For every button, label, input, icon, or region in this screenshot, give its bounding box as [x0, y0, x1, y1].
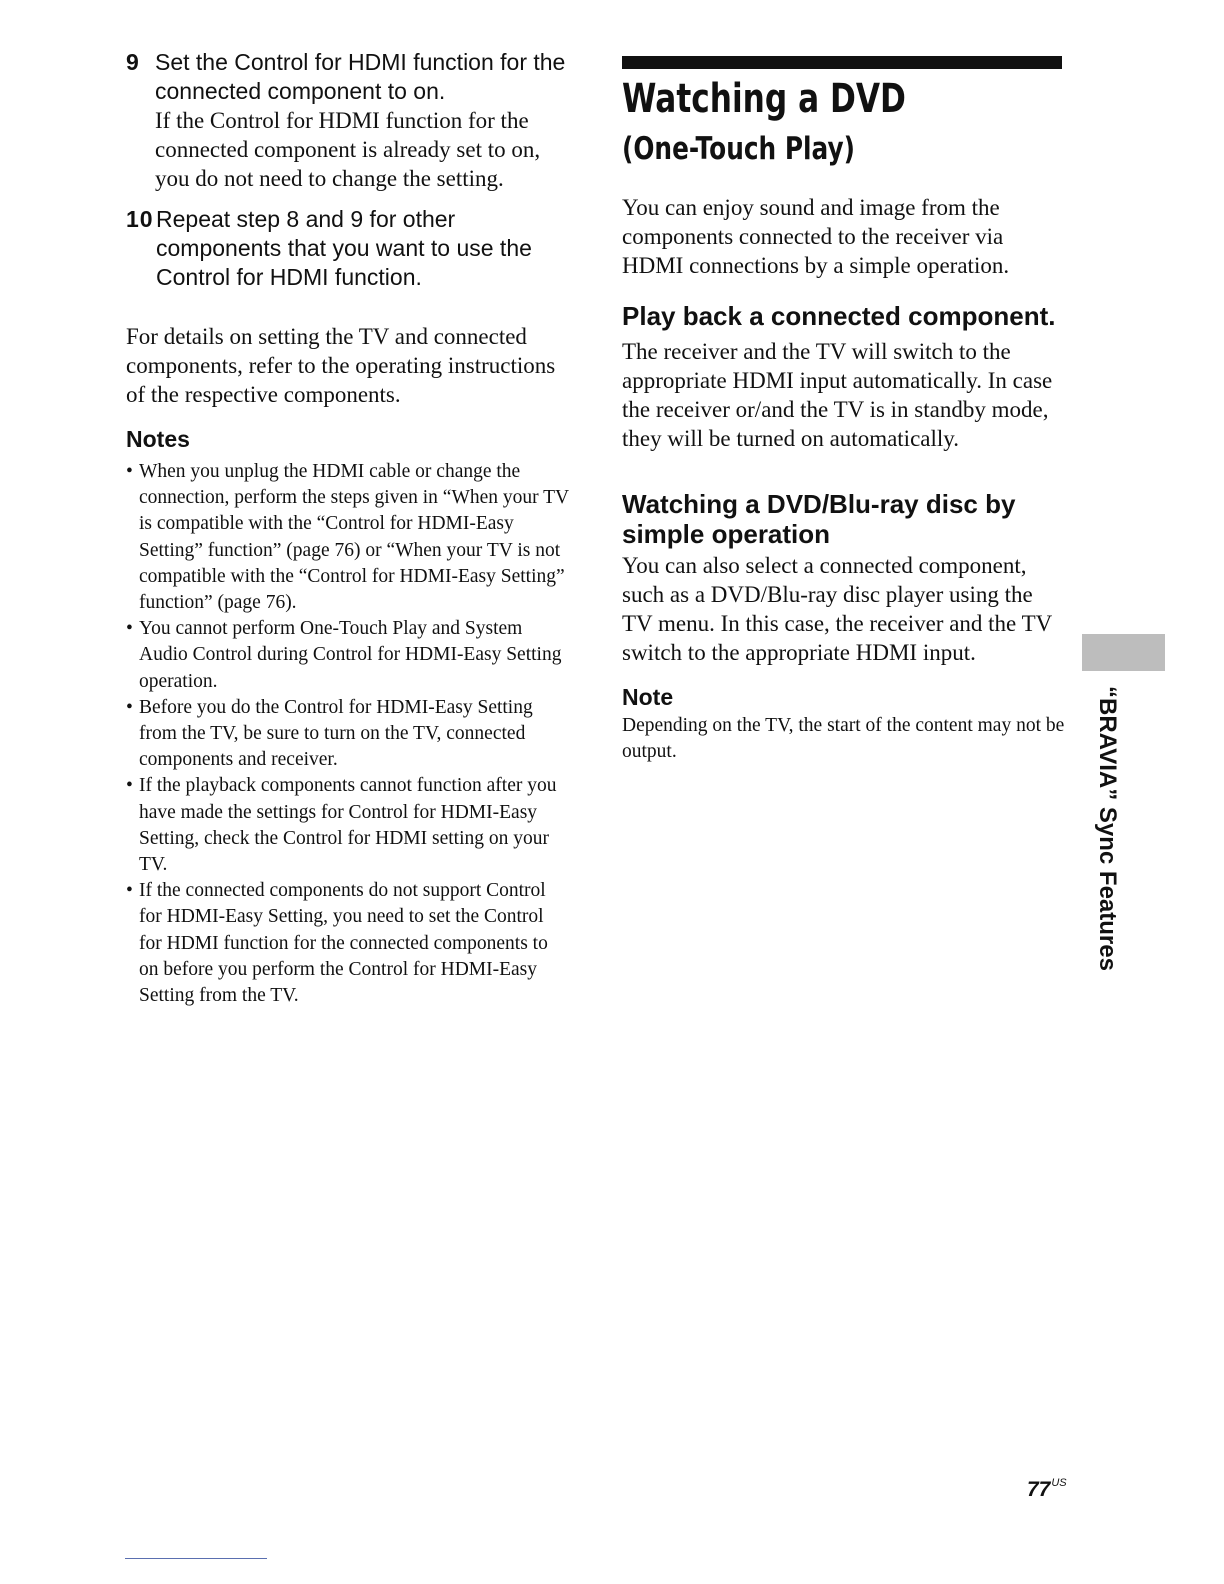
- note-item: • If the connected components do not support Control for HDMI-Easy Setting, you need to set the Control for HDMI function for the connected components to on before you perform the Control for HDMI-Easy Setting from the TV.: [126, 878, 571, 1009]
- note-item: • You cannot perform One-Touch Play and System Audio Control during Control for HDMI-Easy Setting operation.: [126, 616, 571, 695]
- note-item: • If the playback components cannot function after you have made the settings for Control for HDMI-Easy Setting, check the Control for HDMI setting on your TV.: [126, 773, 571, 878]
- page-number-suffix: US: [1051, 1477, 1067, 1489]
- step-title: Repeat step 8 and 9 for other components that you want to use the Control for HDMI function.: [156, 206, 532, 290]
- step-9: [126, 48, 571, 193]
- section-heading-playback: Play back a connected component.: [622, 301, 1056, 331]
- step-10: [126, 205, 571, 292]
- step-title: Set the Control for HDMI function for the connected component to on.: [155, 49, 566, 104]
- chapter-tab: [1082, 634, 1165, 671]
- footer-rule: [125, 1558, 267, 1559]
- section-body-dvd: You can also select a connected component, such as a DVD/Blu-ray disc player using the TV menu. In this case, the receiver and the TV switch to the appropriate HDMI input.: [622, 553, 1052, 665]
- step-number: 9: [126, 49, 139, 75]
- section-body-playback: The receiver and the TV will switch to the appropriate HDMI input automatically. In case the receiver or/and the TV is in standby mode, they will be turned on automatically.: [622, 339, 1053, 451]
- details-paragraph: For details on setting the TV and connected components, refer to the operating instructions of the respective components.: [126, 324, 556, 407]
- page-title: Watching a DVD: [622, 76, 906, 122]
- page-number: [1027, 1478, 1067, 1502]
- note-item: • Before you do the Control for HDMI-Easy Setting from the TV, be sure to turn on the TV, connected components and receiver.: [126, 695, 571, 774]
- note-item: • When you unplug the HDMI cable or change the connection, perform the steps given in “When your TV is compatible with the “Control for HDMI-Easy Setting” function” (page 76) or “When your TV is not compatible with the “Control for HDMI-Easy Setting” function” (page 76).: [126, 459, 571, 616]
- right-column: [622, 56, 1067, 765]
- step-number: 10: [126, 206, 154, 232]
- note-heading: Note: [622, 684, 674, 710]
- left-column: [126, 48, 571, 1009]
- section-rule: [622, 56, 1062, 69]
- notes-list: [126, 459, 571, 1009]
- page-number-value: 77: [1027, 1478, 1051, 1501]
- chapter-label: [1092, 686, 1122, 976]
- page-subtitle: (One-Touch Play): [622, 131, 855, 167]
- notes-heading: Notes: [126, 426, 190, 452]
- chapter-label-text: “BRAVIA” Sync Features: [1094, 686, 1121, 971]
- step-body: If the Control for HDMI function for the connected component is already set to on, you do not need to change the setting.: [155, 108, 541, 191]
- section-heading-dvd: Watching a DVD/Blu-ray disc by simple operation: [622, 489, 1016, 549]
- intro-paragraph: You can enjoy sound and image from the components connected to the receiver via HDMI connections by a simple operation.: [622, 195, 1010, 278]
- note-body: Depending on the TV, the start of the content may not be output.: [622, 715, 1065, 762]
